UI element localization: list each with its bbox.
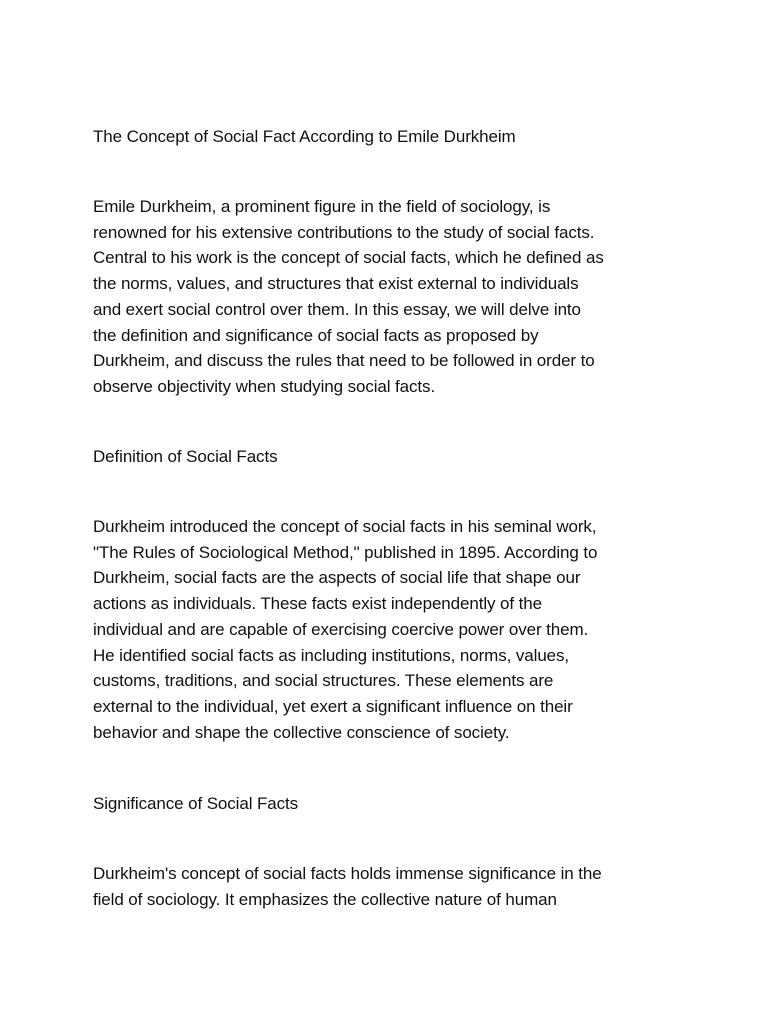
paragraph-line: Durkheim, social facts are the aspects of social life that shape our bbox=[93, 568, 581, 588]
document-title: The Concept of Social Fact According to Emile Durkheim bbox=[93, 127, 516, 146]
paragraph-line: renowned for his extensive contributions to the study of social facts. bbox=[93, 222, 595, 242]
paragraph-line: behavior and shape the collective conscience of society. bbox=[93, 722, 510, 742]
paragraph-line: external to the individual, yet exert a significant influence on their bbox=[93, 696, 573, 716]
intro-paragraph bbox=[93, 194, 683, 400]
section-heading-definition: Definition of Social Facts bbox=[93, 447, 278, 466]
paragraph-line: Durkheim, and discuss the rules that need to be followed in order to bbox=[93, 351, 595, 371]
paragraph-line: Central to his work is the concept of social facts, which he defined as bbox=[93, 248, 604, 268]
paragraph-line: observe objectivity when studying social facts. bbox=[93, 376, 436, 396]
paragraph-line: the definition and significance of social facts as proposed by bbox=[93, 325, 539, 345]
definition-paragraph bbox=[93, 514, 683, 745]
paragraph-line: the norms, values, and structures that exist external to individuals bbox=[93, 274, 579, 294]
paragraph-line: Emile Durkheim, a prominent figure in the field of sociology, is bbox=[93, 197, 551, 216]
paragraph-line: actions as individuals. These facts exist independently of the bbox=[93, 594, 542, 614]
paragraph-line: individual and are capable of exercising coercive power over them. bbox=[93, 619, 589, 639]
section-heading-significance: Significance of Social Facts bbox=[93, 794, 299, 813]
paragraph-line: "The Rules of Sociological Method," published in 1895. According to bbox=[93, 542, 598, 562]
paragraph-line: field of sociology. It emphasizes the collective nature of human bbox=[93, 889, 557, 909]
paragraph-line: customs, traditions, and social structures. These elements are bbox=[93, 671, 554, 691]
paragraph-line: Durkheim introduced the concept of social facts in his seminal work, bbox=[93, 517, 597, 536]
paragraph-line: Durkheim's concept of social facts holds immense significance in the bbox=[93, 864, 602, 883]
significance-paragraph bbox=[93, 861, 683, 912]
paragraph-line: and exert social control over them. In this essay, we will delve into bbox=[93, 299, 581, 319]
paragraph-line: He identified social facts as including institutions, norms, values, bbox=[93, 645, 570, 665]
